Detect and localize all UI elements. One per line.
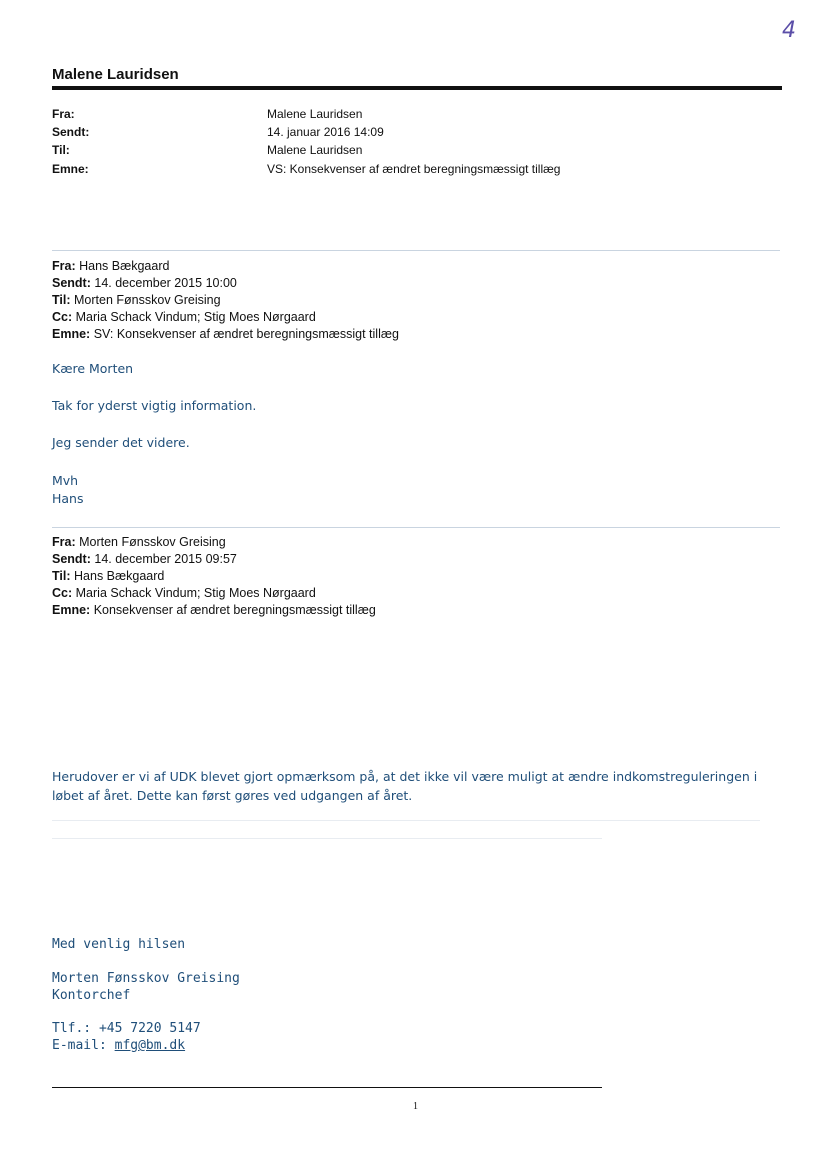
message1-line1: Tak for yderst vigtig information.: [52, 398, 257, 413]
outer-subject-label: Emne:: [52, 162, 89, 176]
message2-cc: Maria Schack Vindum; Stig Moes Nørgaard: [75, 586, 316, 600]
faint-redaction-line: [52, 838, 602, 839]
footer-rule: [52, 1087, 602, 1088]
message-separator: [52, 527, 780, 528]
message2-to: Hans Bækgaard: [74, 569, 165, 583]
handwritten-page-mark: 4: [782, 18, 796, 43]
message1-to-row: [52, 292, 399, 309]
message1-greeting: Kære Morten: [52, 361, 134, 376]
message1-cc-label: Cc:: [52, 310, 73, 324]
faint-redaction-line: [52, 820, 760, 821]
message2-from: Morten Fønsskov Greising: [79, 535, 226, 549]
message2-subject: Konsekvenser af ændret beregningsmæssigt tillæg: [93, 603, 376, 617]
message2-from-label: Fra:: [52, 535, 76, 549]
signature-email-row: [52, 1038, 185, 1053]
phone-label: Tlf.:: [52, 1021, 92, 1036]
outer-sent-value: 14. januar 2016 14:09: [267, 125, 384, 139]
message1-subject-row: [52, 326, 399, 343]
message1-from-row: [52, 258, 399, 275]
message2-to-label: Til:: [52, 569, 71, 583]
message2-sent-label: Sendt:: [52, 552, 91, 566]
message1-sent-row: [52, 275, 399, 292]
message1-name: Hans: [52, 491, 84, 506]
email-label: E-mail:: [52, 1038, 107, 1053]
signature-name: Morten Fønsskov Greising: [52, 971, 240, 986]
outer-from-label: Fra:: [52, 107, 75, 121]
page-number: 1: [413, 1101, 418, 1112]
message1-from-label: Fra:: [52, 259, 76, 273]
message1-closing: Mvh: [52, 473, 79, 488]
message1-sent-label: Sendt:: [52, 276, 91, 290]
message2-header: [52, 534, 376, 619]
message1-line2: Jeg sender det videre.: [52, 435, 190, 450]
message1-subject-label: Emne:: [52, 327, 91, 341]
message1-subject: SV: Konsekvenser af ændret beregningsmæssigt tillæg: [93, 327, 399, 341]
document-title: Malene Lauridsen: [52, 66, 179, 83]
outer-to-label: Til:: [52, 143, 70, 157]
signature-title: Kontorchef: [52, 988, 131, 1003]
message2-from-row: [52, 534, 376, 551]
title-rule: [52, 86, 782, 90]
message2-subject-label: Emne:: [52, 603, 91, 617]
message1-header: [52, 258, 399, 343]
message1-to: Morten Fønsskov Greising: [74, 293, 221, 307]
message2-sent: 14. december 2015 09:57: [94, 552, 237, 566]
outer-from-value: Malene Lauridsen: [267, 107, 363, 121]
message-separator: [52, 250, 780, 251]
message2-cc-row: [52, 585, 376, 602]
phone-number: +45 7220 5147: [98, 1021, 201, 1036]
message2-paragraph: Herudover er vi af UDK blevet gjort opmærksom på, at det ikke vil være muligt at ændre indkomstreguleringen i løbet af året. Dette kan først gøres ved udgangen af året.: [52, 769, 758, 803]
message1-sent: 14. december 2015 10:00: [94, 276, 237, 290]
message1-from: Hans Bækgaard: [79, 259, 170, 273]
email-link[interactable]: mfg@bm.dk: [114, 1038, 186, 1053]
message2-subject-row: [52, 602, 376, 619]
outer-subject-value: VS: Konsekvenser af ændret beregningsmæssigt tillæg: [267, 162, 561, 176]
outer-to-value: Malene Lauridsen: [267, 143, 363, 157]
message1-cc-row: [52, 309, 399, 326]
message1-cc: Maria Schack Vindum; Stig Moes Nørgaard: [75, 310, 316, 324]
signature-regards: Med venlig hilsen: [52, 937, 186, 952]
outer-sent-label: Sendt:: [52, 125, 90, 139]
message1-to-label: Til:: [52, 293, 71, 307]
signature-phone-row: [52, 1021, 201, 1036]
message2-to-row: [52, 568, 376, 585]
message2-sent-row: [52, 551, 376, 568]
message2-cc-label: Cc:: [52, 586, 73, 600]
